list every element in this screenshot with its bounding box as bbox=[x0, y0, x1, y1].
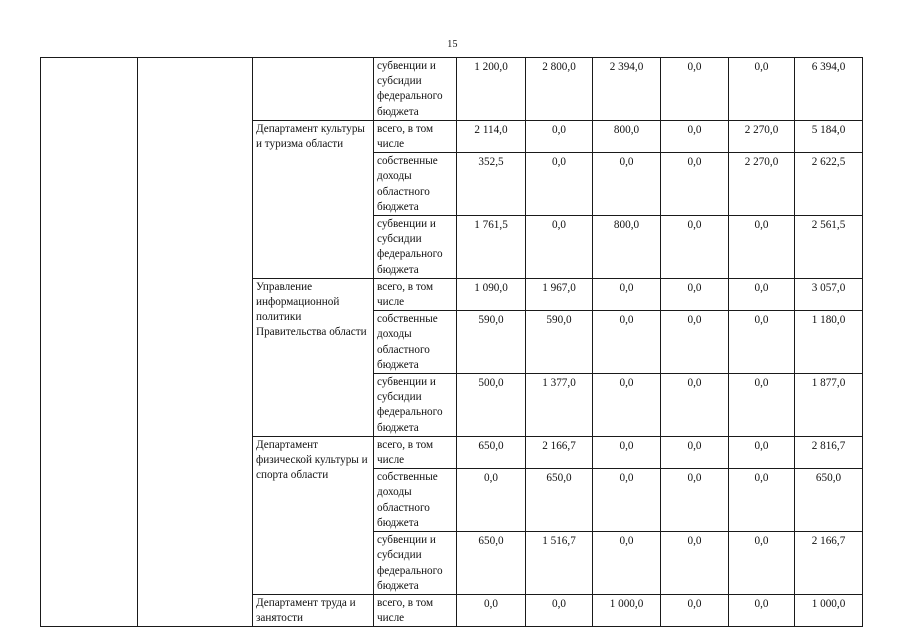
value-cell: 0,0 bbox=[729, 469, 795, 532]
value-cell: 2 114,0 bbox=[457, 120, 526, 152]
funding-source-cell: субвенции и субсидии федерального бюджета bbox=[374, 374, 457, 437]
value-cell: 1 877,0 bbox=[795, 374, 863, 437]
value-cell: 650,0 bbox=[795, 469, 863, 532]
funding-source-cell: субвенции и субсидии федерального бюджета bbox=[374, 58, 457, 121]
value-cell: 650,0 bbox=[526, 469, 593, 532]
value-cell: 2 270,0 bbox=[729, 120, 795, 152]
empty-department-cell bbox=[253, 58, 374, 121]
value-cell: 0,0 bbox=[661, 311, 729, 374]
value-cell: 0,0 bbox=[593, 278, 661, 310]
funding-source-cell: собственные доходы областного бюджета bbox=[374, 469, 457, 532]
value-cell: 0,0 bbox=[526, 120, 593, 152]
page-number: 15 bbox=[447, 39, 458, 50]
value-cell: 2 166,7 bbox=[795, 532, 863, 595]
value-cell: 0,0 bbox=[661, 278, 729, 310]
value-cell: 1 090,0 bbox=[457, 278, 526, 310]
value-cell: 2 622,5 bbox=[795, 153, 863, 216]
value-cell: 0,0 bbox=[526, 153, 593, 216]
value-cell: 0,0 bbox=[661, 594, 729, 626]
value-cell: 1 377,0 bbox=[526, 374, 593, 437]
value-cell: 1 761,5 bbox=[457, 216, 526, 279]
value-cell: 0,0 bbox=[729, 374, 795, 437]
funding-source-cell: всего, в том числе bbox=[374, 120, 457, 152]
value-cell: 352,5 bbox=[457, 153, 526, 216]
value-cell: 2 394,0 bbox=[593, 58, 661, 121]
budget-table bbox=[40, 57, 863, 627]
empty-merged-cell bbox=[138, 58, 253, 627]
value-cell: 800,0 bbox=[593, 216, 661, 279]
funding-source-cell: всего, в том числе bbox=[374, 594, 457, 626]
value-cell: 0,0 bbox=[593, 374, 661, 437]
value-cell: 2 561,5 bbox=[795, 216, 863, 279]
value-cell: 0,0 bbox=[457, 594, 526, 626]
value-cell: 2 800,0 bbox=[526, 58, 593, 121]
department-name-cell: Департамент труда и занятости bbox=[253, 594, 374, 626]
value-cell: 650,0 bbox=[457, 532, 526, 595]
value-cell: 2 270,0 bbox=[729, 153, 795, 216]
department-name-cell: Управление информационной политики Правительства области bbox=[253, 278, 374, 436]
value-cell: 0,0 bbox=[729, 278, 795, 310]
value-cell: 0,0 bbox=[593, 436, 661, 468]
value-cell: 2 816,7 bbox=[795, 436, 863, 468]
value-cell: 0,0 bbox=[729, 216, 795, 279]
funding-source-cell: собственные доходы областного бюджета bbox=[374, 153, 457, 216]
value-cell: 0,0 bbox=[526, 216, 593, 279]
value-cell: 590,0 bbox=[526, 311, 593, 374]
value-cell: 0,0 bbox=[729, 436, 795, 468]
funding-source-cell: всего, в том числе bbox=[374, 436, 457, 468]
value-cell: 6 394,0 bbox=[795, 58, 863, 121]
value-cell: 2 166,7 bbox=[526, 436, 593, 468]
value-cell: 1 180,0 bbox=[795, 311, 863, 374]
value-cell: 0,0 bbox=[593, 469, 661, 532]
department-name-cell: Департамент культуры и туризма области bbox=[253, 120, 374, 278]
empty-merged-cell bbox=[41, 58, 138, 627]
value-cell: 0,0 bbox=[593, 153, 661, 216]
value-cell: 1 967,0 bbox=[526, 278, 593, 310]
department-name-cell: Департамент физической культуры и спорта области bbox=[253, 436, 374, 594]
value-cell: 0,0 bbox=[526, 594, 593, 626]
funding-source-cell: субвенции и субсидии федерального бюджета bbox=[374, 532, 457, 595]
value-cell: 0,0 bbox=[593, 532, 661, 595]
value-cell: 650,0 bbox=[457, 436, 526, 468]
value-cell: 500,0 bbox=[457, 374, 526, 437]
value-cell: 0,0 bbox=[661, 374, 729, 437]
value-cell: 3 057,0 bbox=[795, 278, 863, 310]
value-cell: 0,0 bbox=[661, 216, 729, 279]
value-cell: 1 000,0 bbox=[593, 594, 661, 626]
budget-table-body bbox=[41, 58, 863, 627]
value-cell: 0,0 bbox=[729, 58, 795, 121]
value-cell: 0,0 bbox=[661, 436, 729, 468]
value-cell: 0,0 bbox=[593, 311, 661, 374]
funding-source-cell: собственные доходы областного бюджета bbox=[374, 311, 457, 374]
value-cell: 0,0 bbox=[661, 153, 729, 216]
value-cell: 0,0 bbox=[661, 532, 729, 595]
value-cell: 1 000,0 bbox=[795, 594, 863, 626]
funding-source-cell: субвенции и субсидии федерального бюджета bbox=[374, 216, 457, 279]
value-cell: 0,0 bbox=[729, 594, 795, 626]
value-cell: 5 184,0 bbox=[795, 120, 863, 152]
value-cell: 0,0 bbox=[661, 469, 729, 532]
value-cell: 1 516,7 bbox=[526, 532, 593, 595]
value-cell: 0,0 bbox=[729, 311, 795, 374]
value-cell: 1 200,0 bbox=[457, 58, 526, 121]
value-cell: 590,0 bbox=[457, 311, 526, 374]
table-row bbox=[41, 58, 863, 121]
funding-source-cell: всего, в том числе bbox=[374, 278, 457, 310]
value-cell: 0,0 bbox=[457, 469, 526, 532]
value-cell: 800,0 bbox=[593, 120, 661, 152]
value-cell: 0,0 bbox=[661, 58, 729, 121]
value-cell: 0,0 bbox=[661, 120, 729, 152]
value-cell: 0,0 bbox=[729, 532, 795, 595]
